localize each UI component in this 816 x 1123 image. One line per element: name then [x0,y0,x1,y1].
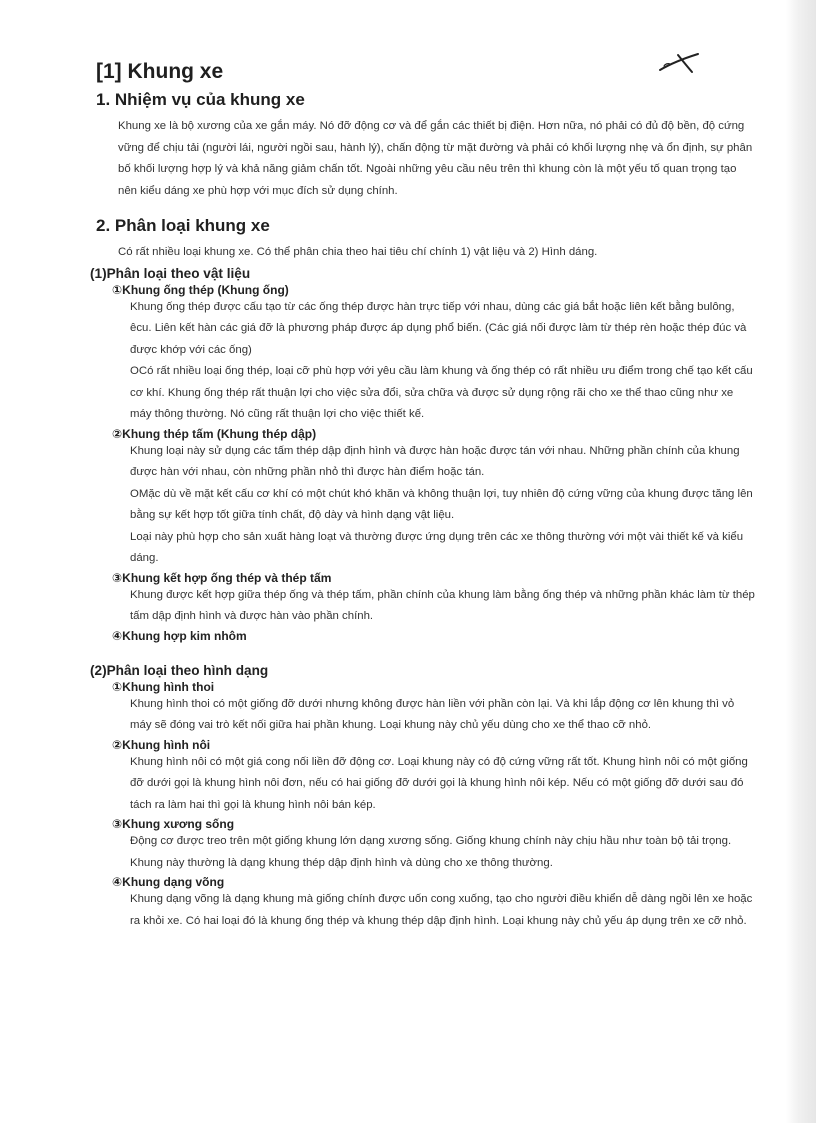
aluminum-alloy-frame-title: ④Khung hợp kim nhôm [112,628,247,643]
scan-edge-shadow [786,0,816,1123]
steel-tube-frame-paragraph-1: Khung ống thép được cấu tạo từ các ống thép được hàn trực tiếp với nhau, dùng các giá bắt hoặc liên kết bằng bulông, êcu. Liên kết hàn các giá đỡ là phương pháp được áp dụng phổ biến. (Các giá nối được làm từ thép rèn hoặc thép đúc và được khớp với các ống) [130,300,747,356]
section-2-heading: 2. Phân loại khung xe [96,216,270,235]
section-2-intro: Có rất nhiều loại khung xe. Có thể phân chia theo hai tiêu chí chính 1) vật liệu và 2) Hình dáng. [118,246,598,258]
diamond-frame-paragraph: Khung hình thoi có một giống đỡ dưới nhưng không được hàn liền với phần còn lại. Và khi lắp động cơ lên khung thì vỏ máy sẽ đóng vai trò kết nối giữa hai phần khung. Loại khung này chủ yếu dùng cho xe thể thao cỡ nhỏ. [130,697,735,731]
underbone-frame-title: ④Khung dạng võng [112,875,225,889]
sheet-steel-frame-paragraph-2: OMặc dù về mặt kết cấu cơ khí có một chút khó khăn và không thuận lợi, tuy nhiên độ cứng vững của khung được tăng lên bằng sự kết hợp tốt giữa tính chất, độ dày và hình dạng vật liệu. [130,487,753,521]
underbone-frame-paragraph: Khung dạng võng là dạng khung mà giống chính được uốn cong xuống, tạo cho người điều khiển dễ dàng ngồi lên xe hoặc ra khỏi xe. Có hai loại đó là khung ống thép và khung thép dập định hình. Loại khung này chủ yếu áp dụng trên xe cỡ nhỏ. [130,893,753,927]
steel-tube-frame-paragraph-2: OCó rất nhiều loại ống thép, loại cỡ phù hợp với yêu cầu làm khung và ống thép có rất nhiều ưu điểm trong chế tạo kết cấu cơ khí. Khung ống thép rất thuận lợi cho việc sửa đổi, sửa chữa và được sử dụng rộng rãi cho xe thể thao cũng như xe máy thông thường. Nó cũng rất thuận lợi cho việc thiết kế. [130,365,753,420]
sheet-steel-frame-paragraph-3: Loại này phù hợp cho sản xuất hàng loạt và thường được ứng dụng trên các xe thông thường với một vài thiết kế và kiểu dáng. [130,530,744,564]
shape-classification-heading: (2)Phân loại theo hình dạng [90,662,269,678]
backbone-frame-title: ③Khung xương sống [112,817,235,831]
cradle-frame-paragraph: Khung hình nôi có một giá cong nối liền đỡ động cơ. Loại khung này có độ cứng vững rất tốt. Khung hình nôi có một giống đỡ dưới gọi là khung hình nôi đơn, nếu có hai giống đỡ dưới gọi là khung hình nôi kép. Nếu có một giống đỡ dưới sau đó tách ra làm hai thì gọi là khung hình nôi bán kép. [130,755,748,811]
combined-frame-paragraph: Khung được kết hợp giữa thép ống và thép tấm, phần chính của khung làm bằng ống thép và những phần khác làm từ thép tấm dập định hình và được hàn vào phần chính. [130,588,755,622]
document-content [90,60,756,932]
diamond-frame-title: ①Khung hình thoi [112,679,215,694]
combined-frame-title: ③Khung kết hợp ống thép và thép tấm [112,570,332,585]
sheet-steel-frame-title: ②Khung thép tấm (Khung thép dập) [112,426,317,441]
material-classification-heading: (1)Phân loại theo vật liệu [90,265,251,281]
cradle-frame-title: ②Khung hình nôi [112,737,211,752]
sheet-steel-frame-paragraph-1: Khung loại này sử dụng các tấm thép dập định hình và được hàn hoặc được tán với nhau. Những phần chính của khung được hàn với nhau, còn những phần nhỏ thì được hàn điểm hoặc tán. [130,444,740,478]
document-title: [1] Khung xe [96,60,224,83]
section-1-paragraph: Khung xe là bộ xương của xe gắn máy. Nó đỡ động cơ và để gắn các thiết bị điện. Hơn nữa, nó phải có đủ độ bền, độ cứng vững để chịu tải (người lái, người ngồi sau, hành lý), chấn động từ mặt đường và phải có khối lượng nhẹ và ổn định, sự phân bố khối lượng hợp lý và khả năng giảm chấn tốt. Ngoài những yêu cầu nêu trên thì khung còn là một yếu tố quan trọng tạo nên kiểu dáng xe phù hợp với mục đích sử dụng chính. [118,120,753,197]
steel-tube-frame-title: ①Khung ống thép (Khung ống) [112,282,289,297]
section-1-heading: 1. Nhiệm vụ của khung xe [96,90,305,109]
backbone-frame-paragraph: Động cơ được treo trên một giống khung lớn dạng xương sống. Giống khung chính này chịu hầu như toàn bộ tải trọng. Khung này thường là dạng khung thép dập định hình và dùng cho xe thông thường. [130,835,732,869]
